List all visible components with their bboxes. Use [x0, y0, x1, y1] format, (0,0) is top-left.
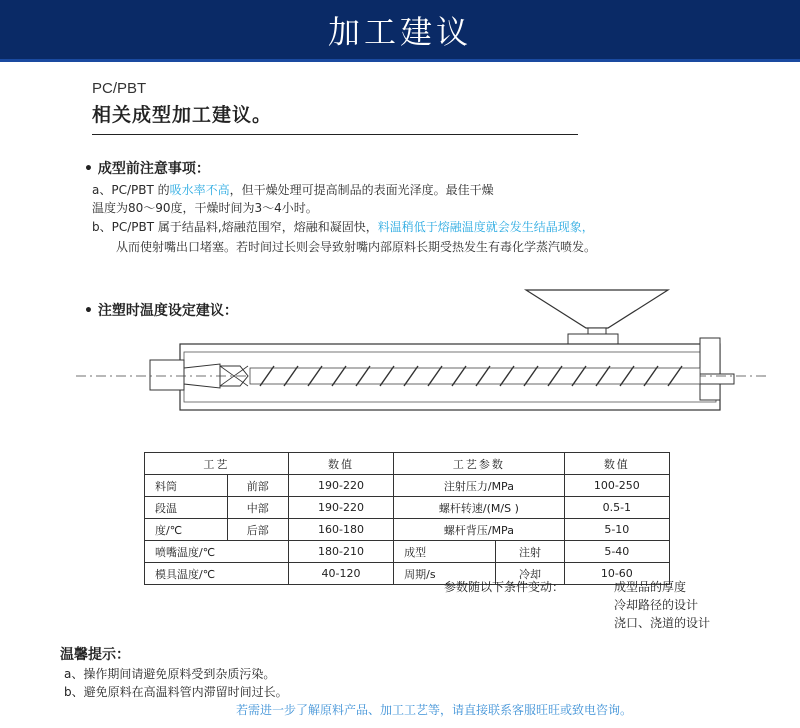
note-a-line2: 温度为80～90度，干燥时间为3～4小时。 [92, 201, 318, 215]
table-cell: 100-250 [564, 475, 669, 497]
process-parameters-table [144, 452, 670, 585]
conditions-lead: 参数随以下条件变动： [444, 580, 565, 594]
material-name: PC/PBT [92, 80, 147, 97]
contact-note: 若需进一步了解原料产品、加工工艺等，请直接联系客服旺旺或致电咨询。 [236, 703, 633, 717]
table-header: 数值 [288, 453, 393, 475]
title-banner [0, 0, 800, 62]
table-cell: 料筒 [145, 475, 228, 497]
screw-root [250, 368, 700, 384]
pre-molding-title: • 成型前注意事项： [84, 161, 210, 177]
note-b-line2: 从而使射嘴出口堵塞。若时间过长则会导致射嘴内部原料长期受热发生有毒化学蒸汽喷发。 [116, 240, 597, 254]
table-header-row [145, 453, 670, 475]
banner-title: 加工建议 [327, 12, 472, 51]
table-cell: 注射压力/MPa [394, 475, 564, 497]
temperature-section-title: • 注塑时温度设定建议： [84, 303, 238, 319]
table-row [145, 563, 670, 585]
hopper-neck [588, 328, 606, 334]
end-block [700, 338, 720, 400]
condition-item: 成型品的厚度 [614, 580, 687, 594]
heading-divider [92, 134, 578, 135]
table-cell: 5-40 [564, 541, 669, 563]
table-cell: 模具温度/℃ [145, 563, 289, 585]
table-row [145, 541, 670, 563]
note-a-prefix: a、PC/PBT 的 [92, 183, 170, 197]
table-cell: 5-10 [564, 519, 669, 541]
table-cell: 冷却 [496, 563, 564, 585]
table-row [145, 519, 670, 541]
table-cell: 40-120 [288, 563, 393, 585]
table-header: 工艺参数 [394, 453, 564, 475]
note-a-highlight: 吸水率不高 [169, 183, 230, 197]
table-row [145, 475, 670, 497]
table-cell: 160-180 [288, 519, 393, 541]
end-flange [700, 374, 734, 384]
table-cell: 周期/s [394, 563, 496, 585]
table-cell: 10-60 [564, 563, 669, 585]
table-cell: 螺杆背压/MPa [394, 519, 564, 541]
nozzle-body [150, 360, 184, 390]
table-cell: 190-220 [288, 497, 393, 519]
note-b-prefix: b、PC/PBT 属于结晶料,熔融范围窄，熔融和凝固快， [92, 220, 378, 234]
table-header: 数值 [564, 453, 669, 475]
tip-a: a、操作期间请避免原料受到杂质污染。 [64, 667, 276, 681]
page-heading: 相关成型加工建议。 [92, 104, 273, 126]
note-b-highlight: 料温稍低于熔融温度就会发生结晶现象， [377, 220, 594, 234]
table-cell: 螺杆转速/(M/S ) [394, 497, 564, 519]
table-cell: 180-210 [288, 541, 393, 563]
injection-machine-diagram [60, 284, 780, 414]
tip-b: b、避免原料在高温料管内滞留时间过长。 [64, 685, 288, 699]
hopper-icon [526, 290, 668, 328]
table-cell: 前部 [227, 475, 288, 497]
table-cell: 成型 [394, 541, 496, 563]
condition-item: 冷却路径的设计 [614, 598, 699, 612]
table-cell: 喷嘴温度/℃ [145, 541, 289, 563]
note-a-line1 [92, 181, 494, 198]
table-cell: 度/℃ [145, 519, 228, 541]
table-cell: 0.5-1 [564, 497, 669, 519]
note-a-rest: ，但干燥处理可提高制品的表面光泽度。最佳干燥 [229, 183, 494, 197]
tips-title: 温馨提示： [60, 647, 130, 663]
table-cell: 190-220 [288, 475, 393, 497]
condition-item: 浇口、浇道的设计 [614, 616, 711, 630]
note-b-line1 [92, 218, 594, 235]
table-cell: 后部 [227, 519, 288, 541]
table-row [145, 497, 670, 519]
table-header: 工艺 [145, 453, 289, 475]
table-cell: 中部 [227, 497, 288, 519]
table-cell: 注射 [496, 541, 564, 563]
table-cell: 段温 [145, 497, 228, 519]
